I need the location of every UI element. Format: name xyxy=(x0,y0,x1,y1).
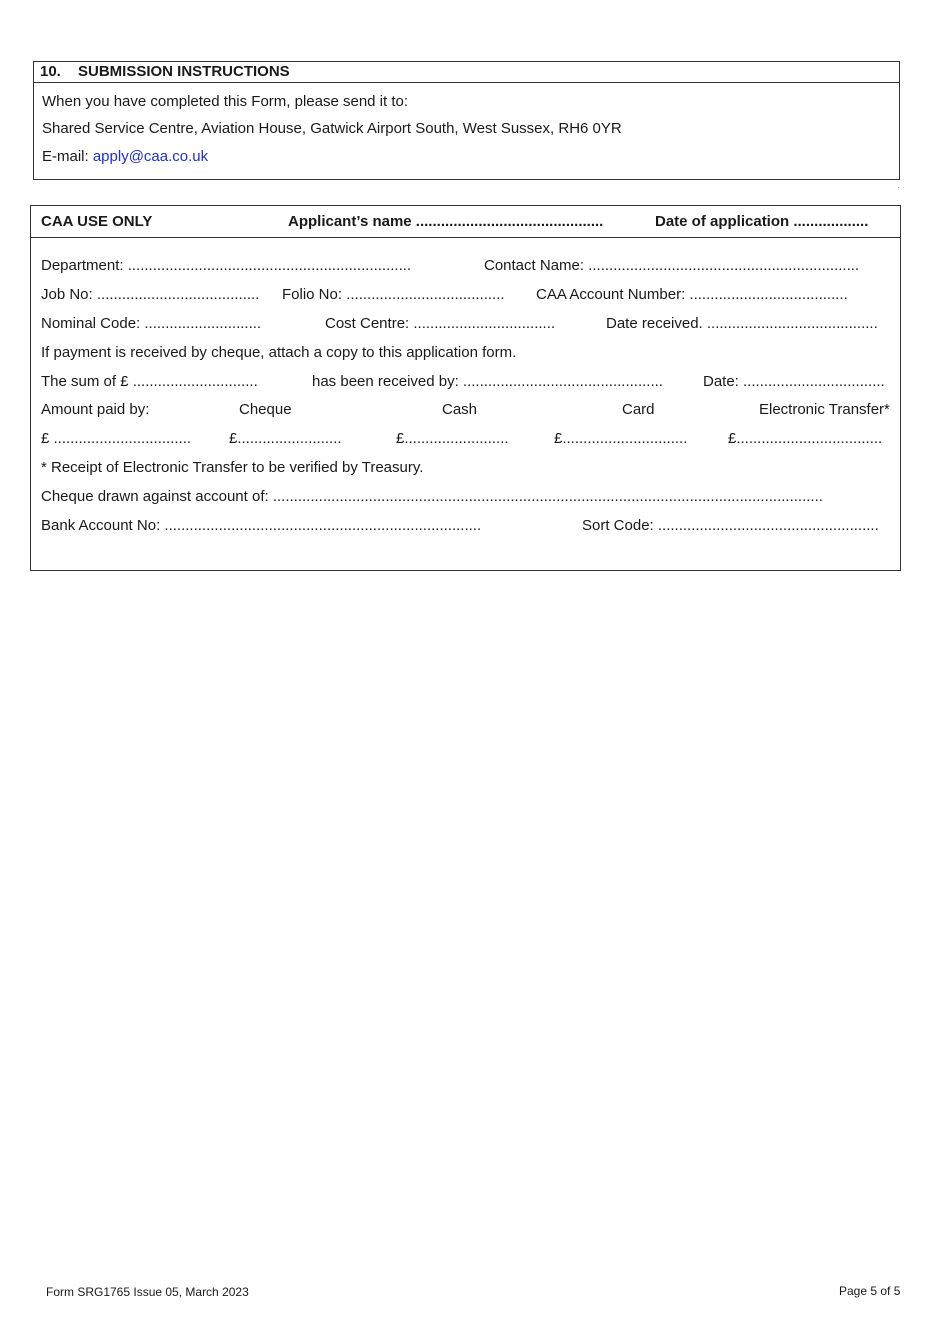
section-number: 10. xyxy=(40,63,61,80)
department-field: Department: .................................................................... xyxy=(41,257,412,274)
page-number: Page 5 of 5 xyxy=(839,1284,901,1298)
received-by-field: has been received by: ................................................ xyxy=(312,373,663,390)
amount-field-cash: £......................... xyxy=(396,430,509,447)
folio-no-field: Folio No: ...................................... xyxy=(282,286,505,303)
method-electronic-transfer: Electronic Transfer* xyxy=(759,401,890,418)
amount-field-cheque: £......................... xyxy=(229,430,342,447)
email-line xyxy=(42,148,208,165)
bank-account-field: Bank Account No: ............................................................................ xyxy=(41,517,482,534)
cheque-note: If payment is received by cheque, attach a copy to this application form. xyxy=(41,344,517,361)
section-title: SUBMISSION INSTRUCTIONS xyxy=(78,63,290,80)
sum-of-field: The sum of £ .............................. xyxy=(41,373,258,390)
job-no-field: Job No: ....................................... xyxy=(41,286,260,303)
amount-field-electronic: £................................... xyxy=(728,430,883,447)
method-cash: Cash xyxy=(442,401,478,418)
date-of-application-field: Date of application .................. xyxy=(655,213,869,230)
amount-field-card: £.............................. xyxy=(554,430,688,447)
section-header xyxy=(34,62,899,83)
amount-paid-by-label: Amount paid by: xyxy=(41,401,150,418)
electronic-transfer-note: * Receipt of Electronic Transfer to be verified by Treasury. xyxy=(41,459,424,476)
email-label: E-mail: xyxy=(42,148,89,165)
postal-address: Shared Service Centre, Aviation House, Gatwick Airport South, West Sussex, RH6 0YR xyxy=(42,120,622,137)
applicant-name-field: Applicant’s name ............................................. xyxy=(288,213,604,230)
cost-centre-field: Cost Centre: .................................. xyxy=(325,315,556,332)
sort-code-field: Sort Code: ..................................................... xyxy=(582,517,879,534)
form-identifier: Form SRG1765 Issue 05, March 2023 xyxy=(46,1285,249,1299)
method-card: Card xyxy=(622,401,655,418)
email-link[interactable]: apply@caa.co.uk xyxy=(92,148,209,165)
date-received-field: Date received. ......................................... xyxy=(606,315,878,332)
caa-use-only-title: CAA USE ONLY xyxy=(41,213,153,230)
amount-field-1: £ ................................. xyxy=(41,430,192,447)
decorative-mark xyxy=(898,187,899,188)
contact-name-field: Contact Name: ................................................................. xyxy=(484,257,860,274)
date-field: Date: .................................. xyxy=(703,373,885,390)
method-cheque: Cheque xyxy=(239,401,292,418)
instruction-line-1: When you have completed this Form, please send it to: xyxy=(42,93,409,110)
nominal-code-field: Nominal Code: ............................ xyxy=(41,315,262,332)
cheque-drawn-field: Cheque drawn against account of: .................................................................................................................................... xyxy=(41,488,823,505)
caa-account-number-field: CAA Account Number: ...................................... xyxy=(536,286,848,303)
